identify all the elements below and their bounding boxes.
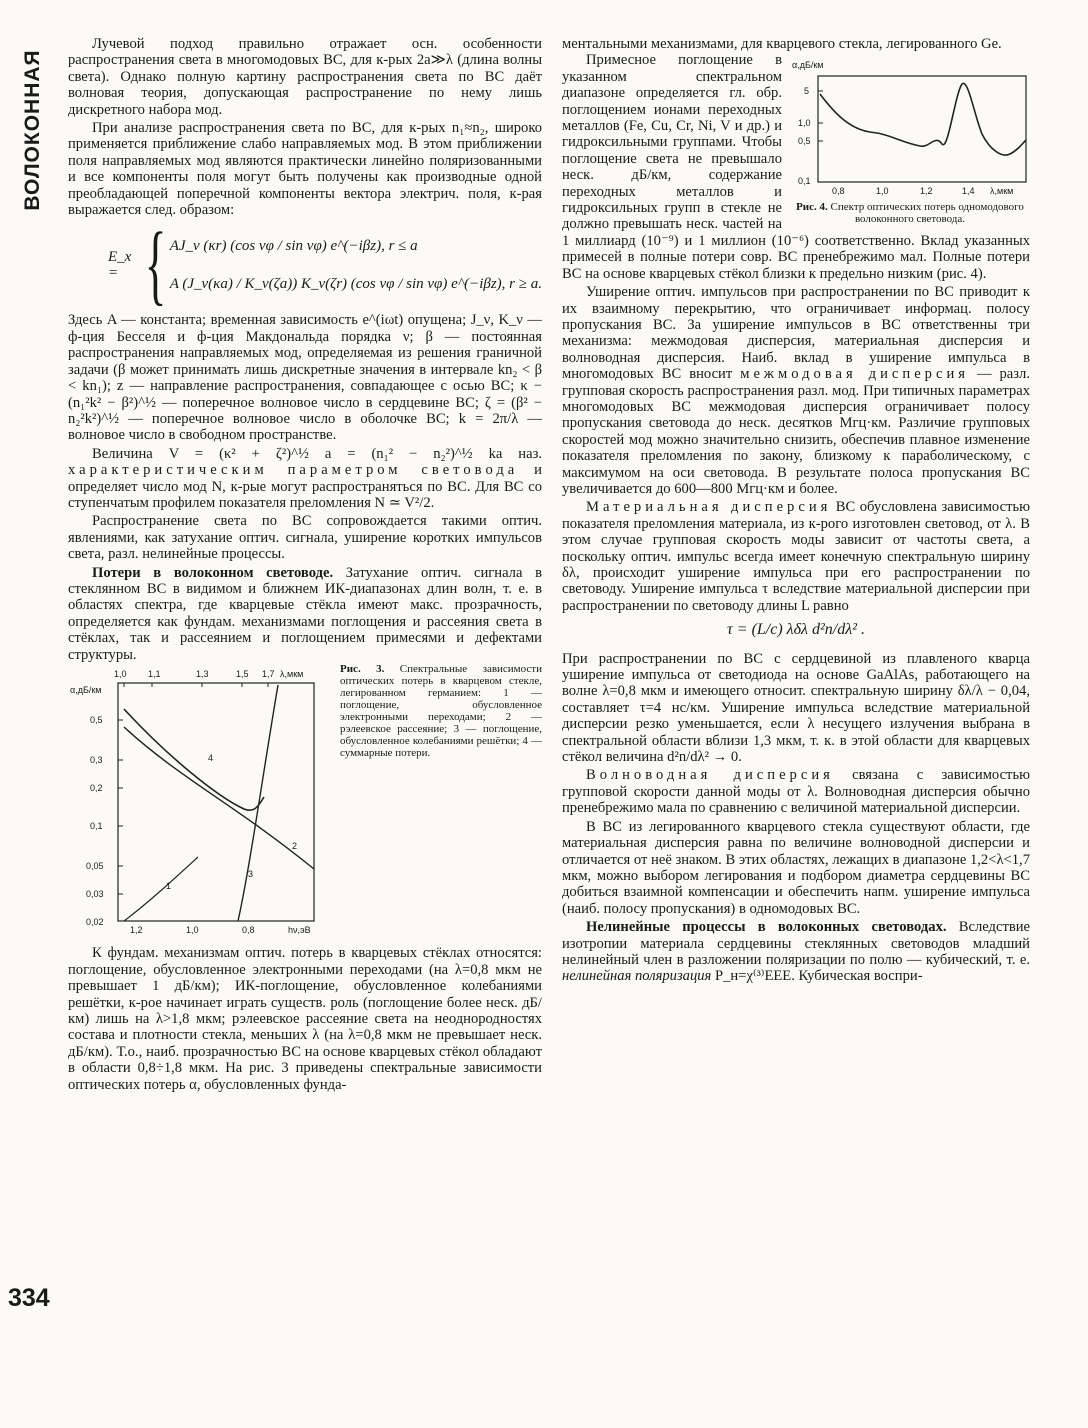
paragraph: Распространение света по ВС сопровождается такими оптич. явлениями, как затухание оптич. сигнала, уширение коротких импульсов света, разл. нелинейные процессы. <box>68 513 542 563</box>
top-tick-label: 1,0 <box>114 669 127 679</box>
y-tick-label: 0,02 <box>86 917 104 927</box>
spaced-term: характеристическим параметром световода <box>68 462 519 479</box>
field-equation <box>108 215 542 315</box>
bottom-axis-unit: hν,эВ <box>288 925 311 935</box>
figure-3-plot <box>68 667 330 937</box>
x-tick-label: 0,8 <box>832 186 845 197</box>
spaced-term: межмодовая дисперсия <box>740 366 969 383</box>
y-tick-label: 1,0 <box>798 118 811 129</box>
x-tick-label: 1,2 <box>920 186 933 197</box>
equation-brace: { <box>145 215 167 315</box>
bottom-tick-label: 1,2 <box>130 925 143 935</box>
x-tick-label: 1,4 <box>962 186 975 197</box>
paragraph: Волноводная дисперсия связана с зависимостью групповой скорости данной моды от λ. Волноводная дисперсия обычно пренебрежимо мала по сравнению с величиной материальной дисперсии. <box>562 767 1030 817</box>
figure-4-plot <box>790 54 1030 196</box>
top-tick-label: 1,5 <box>236 669 249 679</box>
bottom-axis <box>130 925 311 935</box>
figure-3-caption: Рис. 3. Спектральные зависимости оптических потерь в кварцевом стекле, легированном германием: 1 — поглощение, обусловленное электронными переходами; 2 — рэлеевское рассеяние; 3 — поглощение, обусловленное колебаниями решётки; 4 — суммарные потери. <box>340 663 542 759</box>
equation-case-core: AJ_ν (κr) (cos νφ / sin νφ) e^(−iβz), r ≤ a <box>169 238 418 255</box>
y-tick-label: 0,5 <box>798 136 811 147</box>
curve-1-electronic-absorption <box>124 857 198 921</box>
spaced-term: Материальная дисперсия <box>586 499 832 516</box>
top-tick-label: 1,3 <box>196 669 209 679</box>
top-axis-unit: λ,мкм <box>280 669 304 679</box>
top-tick-label: 1,7 <box>262 669 275 679</box>
equation-case-cladding: A (J_ν(κa) / K_ν(ζa)) K_ν(ζr) (cos νφ / sin νφ) e^(−iβz), r ≥ a. <box>169 276 542 293</box>
paragraph: Потери в волоконном световоде. Затухание оптич. сигнала в стеклянном ВС в видимом и ближнем ИК-диапазонах длин волн, т. е. в областях спектра, где кварцевые стёкла имеют макс. прозрачность, определяется как фундам. механизмами поглощения и рассеяния света в стёклах, так и рассеянием и поглощением примесями и дефектами структуры. <box>68 564 542 663</box>
paragraph: К фундам. механизмам оптич. потерь в кварцевых стёклах относятся: поглощение, обусловленное электронными переходами (на λ=0,8 мкм не превышает 1 дБ/км); ИК-поглощение, обусловленное колебаниями решётки, к-рое начинает играть существ. роль (поглощение более неск. дБ/км) лишь на λ>1,8 мкм; рэлеевское рассеяние света на неоднородностях состава и плотности стекла, меньших λ (на λ=0,8 мкм не превышает неск. дБ/км). Т.о., наиб. прозрачностью ВС на основе кварцевых стёкол обладают в области 0,8÷1,8 мкм. На рис. 3 приведены спектральные зависимости оптических потерь α, обусловленных фунда- <box>68 945 542 1093</box>
figure-3 <box>68 667 330 941</box>
y-tick-label: 0,5 <box>90 715 103 725</box>
y-tick-label: 0,1 <box>90 821 103 831</box>
curve-2-rayleigh <box>124 727 314 869</box>
curve-4-total-loss <box>124 709 264 810</box>
figure-4 <box>790 54 1030 224</box>
x-axis <box>832 186 1013 196</box>
paragraph: Величина V = (κ² + ζ²)^½ a = (n₁² − n₂²)^½ ka наз. характеристическим параметром световода и определяет число мод N, к-рые могут распространяться по ВС. Для ВС со ступенчатым профилем показателя преломления N ≃ V²/2. <box>68 445 542 511</box>
x-axis-unit: λ,мкм <box>990 186 1014 197</box>
italic-term: нелинейная поляризация <box>562 968 712 985</box>
equation-cases <box>170 238 542 293</box>
bottom-tick-label: 1,0 <box>186 925 199 935</box>
paragraph: ментальными механизмами, для кварцевого стекла, легированного Ge. <box>562 36 1002 52</box>
top-tick-label: 1,1 <box>148 669 161 679</box>
curve-3-lattice-absorption <box>238 685 278 921</box>
paragraph: Нелинейные процессы в волоконных световодах. Вследствие изотропии материала сердцевины стеклянных световодов младший нелинейный член в разложении поляризации по полю — кубический, т. е. нелинейная поляризация P_н=χ⁽³⁾EEE. Кубическая воспри- <box>562 919 1030 985</box>
curve-label: 4 <box>208 753 214 763</box>
top-axis <box>114 669 303 687</box>
paragraph: При распространении по ВС с сердцевиной из плавленого кварца уширение импульса от светодиода на основе GaAlAs, работающего на волне λ=0,8 мкм и имеющего относит. спектральную ширину δλ/λ − 0,04, составляет τ=4 нс/км. Уширение импульса вследствие материальной дисперсии резко уменьшается, если λ несущего излучения выбрана в спектральной области вблизи 1,3 мкм, т. к. в этой области для кварцевых стёкол величина d²n/dλ² → 0. <box>562 650 1030 766</box>
y-axis <box>798 86 823 186</box>
paragraph: Лучевой подход правильно отражает осн. особенности распространения света в многомодовых ВС, для к-рых 2a≫λ (длина волны света). Однако полную картину распространения света по ВС даёт волновая теория, допускающая распространение по нему лишь дискретного набора мод. <box>68 36 542 118</box>
curve-label: 3 <box>248 869 254 879</box>
paragraph: При анализе распространения света по ВС, для к-рых n₁≈n₂, широко применяется приближение слабо направляемых мод. В этом приближении поля направляемых мод являются практически линейно поляризованными и все компоненты поля могут быть получены как производные одной преобладающей поперечной компоненты вектора электрич. поля, к-рая выражается след. образом: <box>68 120 542 219</box>
paragraph: Здесь A — константа; временная зависимость e^(iωt) опущена; J_ν, K_ν — ф-ция Бесселя и ф-ция Макдональда порядка ν; β — постоянная распространения направляемых мод, определяемая из решения граничной задачи (β может принимать лишь дискретные значения в интервале kn₂ < β < kn₁); z — направление распространения, совпадающее с осью ВС; κ − (n₁²k² − β²)^½ — поперечное волновое число в сердцевине ВС; ζ = (β² − n₂²k²)^½ — поперечное волновое число в оболочке ВС; k = 2π/λ — волновое число в свободном пространстве. <box>68 312 542 444</box>
curve-label: 1 <box>166 881 172 891</box>
x-tick-label: 1,0 <box>876 186 889 197</box>
curve-label: 2 <box>292 841 298 851</box>
right-column <box>562 36 1030 985</box>
paragraph: Уширение оптич. импульсов при распространении по ВС приводит к их взаимному перекрытию, что ограничивает информац. полосу пропускания ВС. За уширение импульсов в ВС ответственны три механизма: межмодовая дисперсия, материальная дисперсия и волноводная дисперсия. Наиб. вклад в уширение импульса в многомодовых ВС вносит межмодовая дисперсия — разл. групповая скорость распространения разл. мод. При типичных параметрах многомодовых ВС межмодовая дисперсия ограничивает полосу пропускания световода до неск. десятков Мгц·км. Различие групповых скоростей мод можно значительно снизить, обеспечив плавное изменение показателя преломления по закону, близкому к параболическому, с максимумом на оси световода. В результате полоса пропускания ВС увеличивается до 600—800 Мгц·км и более. <box>562 284 1030 497</box>
bottom-tick-label: 0,8 <box>242 925 255 935</box>
left-column <box>68 36 542 1093</box>
y-tick-label: 0,3 <box>90 755 103 765</box>
spaced-term: Волноводная дисперсия <box>586 767 834 784</box>
section-heading: Потери в волоконном световоде. <box>92 564 334 581</box>
figure-4-caption: Рис. 4. Спектр оптических потерь одномодового волоконного световода. <box>796 200 1024 225</box>
loss-spectrum-curve <box>820 84 1026 156</box>
paragraph: Материальная дисперсия ВС обусловлена зависимостью показателя преломления материала, из к-рого изготовлен световод, от λ. В этом случае групповая скорость моды зависит от частоты света, а поскольку оптич. импульс всегда имеет конечную спектральную ширину δλ, происходит уширение импульса при его распространении по световоду. Уширение импульса τ вследствие материальной дисперсии при распространении по световоду длины L равно <box>562 499 1030 614</box>
y-axis-unit: α,дБ/км <box>70 685 102 695</box>
paragraph: Примесное поглощение в указанном спектральном диапазоне определяется гл. обр. поглощением ионами переходных металлов (Fe, Cu, Cr, Ni, V и др.) и гидроксильными группами. Чтобы поглощение света не превышало неск. дБ/км, содержание переходных металлов и гидроксильных групп в стекле не должно превышать неск. частей на 1 миллиард (10⁻⁹) и 1 миллион (10⁻⁶) соответственно. Вклад указанных примесей в полные потери совр. ВС пренебрежимо мал. Полные потери ВС на основе кварцевых стёкол близки к предельно низким (рис. 4). <box>562 52 1030 282</box>
y-tick-label: 0,03 <box>86 889 104 899</box>
y-tick-label: 5 <box>804 86 810 97</box>
section-heading: Нелинейные процессы в волоконных световодах. <box>586 919 947 936</box>
paragraph: В ВС из легированного кварцевого стекла существуют области, где материальная дисперсия равна по величине волноводной дисперсии и отличается от неё знаком. В этих областях, лежащих в диапазоне 1,2<λ<1,7 мкм, можно выбором легирования и подбором диаметра сердцевины ВС добиться взаимной компенсации и обеспечить напм. уширение импульса (наиб. полосу пропускания) в одномодовых ВС. <box>562 818 1030 917</box>
equation-lhs: E_x = <box>108 249 132 282</box>
y-tick-label: 0,05 <box>86 861 104 871</box>
page-number: 334 <box>8 1284 50 1312</box>
running-head <box>20 40 46 220</box>
y-tick-label: 0,2 <box>90 783 103 793</box>
pulse-broadening-equation: τ = (L/c) λδλ d²n/dλ² . <box>727 621 865 639</box>
running-head-text: ВОЛОКОННАЯ <box>21 49 44 211</box>
y-tick-label: 0,1 <box>798 176 811 187</box>
y-axis-unit: α,дБ/км <box>792 60 824 71</box>
